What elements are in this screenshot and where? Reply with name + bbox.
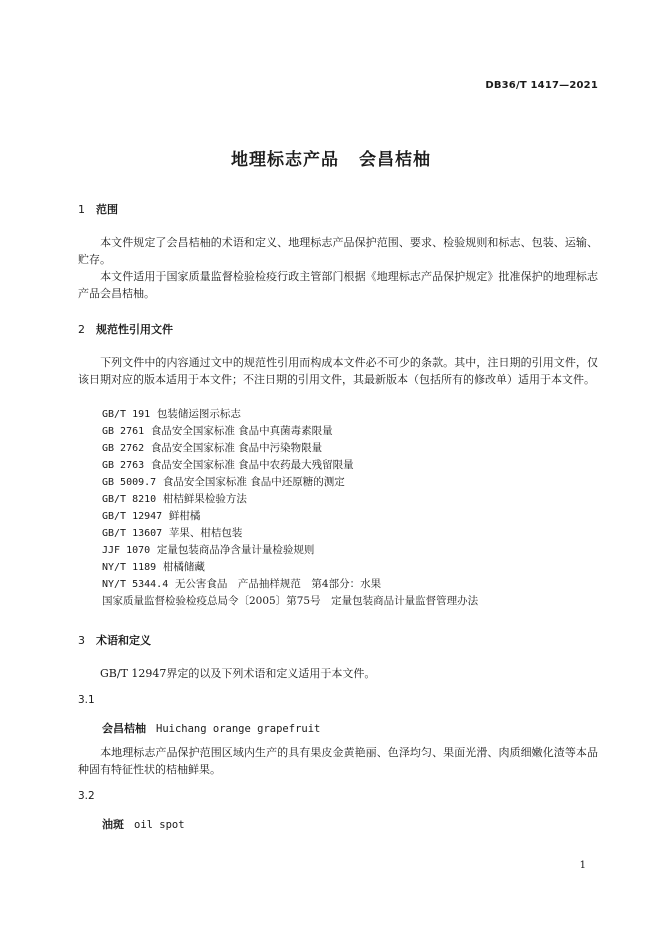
reference-item [102,593,478,608]
ref-title: 定量包装商品净含量计量检验规则 [156,544,315,556]
ref-title: 食品安全国家标准 食品中还原糖的测定 [162,476,345,488]
title-part-1: 地理标志产品 [231,150,339,170]
term-entry [102,720,320,736]
para-text: 本文件规定了会昌桔柚的术语和定义、地理标志产品保护范围、要求、检验规则和标志、包装、运输、贮存。 [78,236,598,266]
term-definition [78,744,598,778]
reference-item [102,525,242,540]
section-title: 术语和定义 [96,634,151,647]
section-number: 1 [78,203,85,216]
reference-item [102,406,241,421]
title-part-2: 会昌桔柚 [359,150,431,170]
para-text: 本地理标志产品保护范围区域内生产的具有果皮金黄艳丽、色泽均匀、果面光滑、肉质细嫩化渣等本品种固有特征性状的桔柚鲜果。 [78,746,598,776]
reference-item [102,508,200,523]
section-number: 3 [78,634,85,647]
term-number: 3.1 [78,694,95,706]
section-2-intro [78,354,598,388]
reference-item [102,457,354,472]
section-3-heading [78,632,151,648]
ref-title: 国家质量监督检验检疫总局令〔2005〕第75号 定量包装商品计量监督管理办法 [102,595,479,607]
section-1-heading [78,201,118,217]
para-text: 下列文件中的内容通过文中的规范性引用而构成本文件必不可少的条款。其中，注日期的引用文件，仅该日期对应的版本适用于本文件；不注日期的引用文件，其最新版本（包括所有的修改单）适用于本文件。 [78,356,598,386]
ref-title: 食品安全国家标准 食品中污染物限量 [150,442,323,454]
ref-code: JJF 1070 [102,545,151,556]
ref-title: 无公害食品 产品抽样规范 第4部分：水果 [174,578,382,590]
reference-item [102,542,314,557]
ref-title: 柑橘储藏 [162,561,205,573]
ref-title: 苹果、柑桔包装 [168,527,243,539]
section-2-heading [78,321,173,337]
term-entry [102,816,185,832]
term-number: 3.2 [78,790,95,802]
ref-code: GB/T 8210 [102,494,157,505]
para-text: 本文件适用于国家质量监督检验检疫行政主管部门根据《地理标志产品保护规定》批准保护的地理标志产品会昌桔柚。 [78,270,598,300]
reference-item [102,559,205,574]
term-zh: 会昌桔柚 [102,722,146,735]
section-title: 范围 [96,203,118,216]
section-number: 2 [78,323,85,336]
reference-item [102,440,322,455]
reference-item [102,491,247,506]
standard-code: DB36/T 1417—2021 [485,80,598,91]
term-en: Huichang orange grapefruit [156,723,321,735]
page-number: 1 [579,860,586,871]
ref-title: 包装储运图示标志 [156,408,241,420]
ref-title: 鲜柑橘 [168,510,201,522]
reference-item [102,474,345,489]
section-3-intro [78,665,598,682]
section-1-para-1 [78,234,598,268]
ref-code: NY/T 5344.4 [102,579,169,590]
ref-code: NY/T 1189 [102,562,157,573]
ref-code: GB 2763 [102,460,145,471]
document-title [0,145,662,170]
term-en: oil spot [134,819,185,831]
ref-title: 柑桔鲜果检验方法 [162,493,247,505]
ref-title: 食品安全国家标准 食品中真菌毒素限量 [150,425,333,437]
ref-code: GB/T 191 [102,409,151,420]
term-zh: 油斑 [102,818,124,831]
ref-code: GB 2761 [102,426,145,437]
ref-code: GB 5009.7 [102,477,157,488]
section-title: 规范性引用文件 [96,323,173,336]
section-1-para-2 [78,268,598,302]
ref-code: GB/T 13607 [102,528,163,539]
para-text: GB/T 12947界定的以及下列术语和定义适用于本文件。 [100,667,376,680]
reference-item [102,576,381,591]
ref-code: GB 2762 [102,443,145,454]
ref-code: GB/T 12947 [102,511,163,522]
ref-title: 食品安全国家标准 食品中农药最大残留限量 [150,459,354,471]
reference-item [102,423,333,438]
